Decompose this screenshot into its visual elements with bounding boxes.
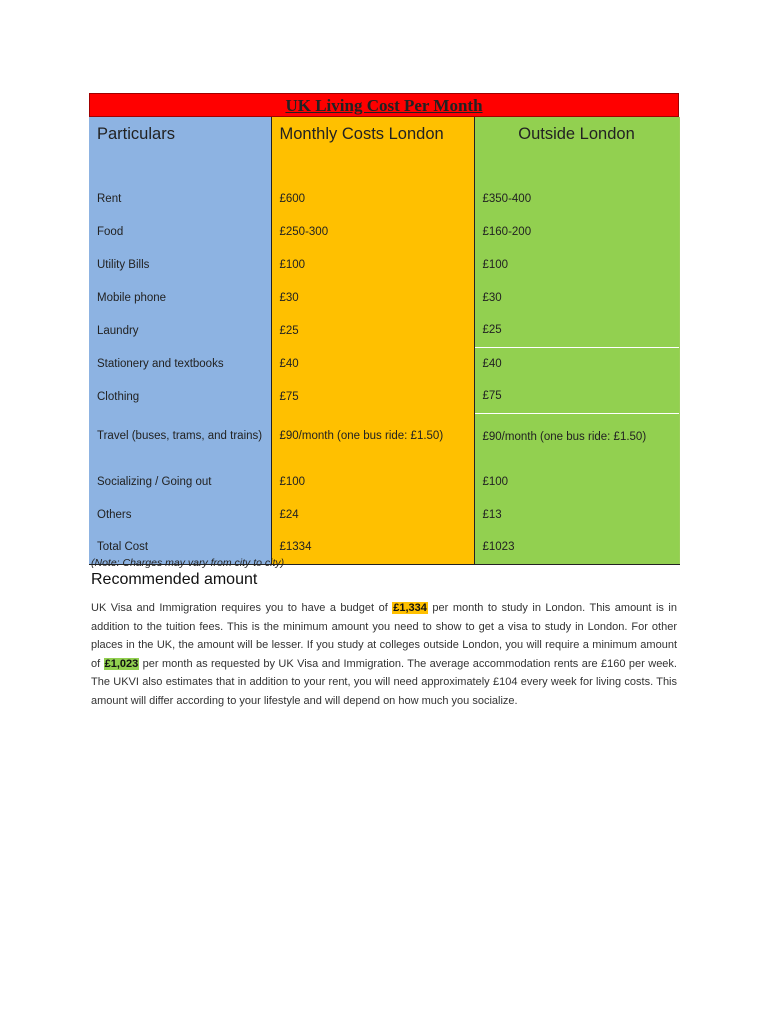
cell-outside-cost: £40 [474,347,679,380]
table-row [89,380,679,413]
cell-particular: Stationery and textbooks [89,347,271,380]
cell-london-cost: £75 [271,380,474,413]
cell-particular: Others [89,498,271,531]
highlight-london-amount: £1,334 [393,602,427,614]
living-cost-table [89,117,680,565]
living-cost-table-wrapper [89,93,679,565]
cell-outside-cost: £350-400 [474,177,679,215]
recommended-amount-paragraph [91,599,677,711]
paragraph-text: per month as requested by UK Visa and Immigration. The average accommodation rents are £160 per week. The UKVI also estimates that in addition to your rent, you will need approximately £104 every week for living costs. This amount will differ according to your lifestyle and will depend on how much you socialize. [91,657,677,707]
cell-outside-cost: £160-200 [474,215,679,248]
cell-outside-cost: £30 [474,281,679,314]
cell-london-cost: £25 [271,314,474,347]
cell-particular: Total Cost [89,531,271,564]
table-header-row [89,117,679,177]
cell-london-cost: £40 [271,347,474,380]
paragraph-text: UK Visa and Immigration requires you to have a budget of [91,602,393,614]
highlight-outside-amount: £1,023 [104,657,139,670]
cell-particular: Laundry [89,314,271,347]
cell-particular: Food [89,215,271,248]
cell-particular: Travel (buses, trams, and trains) [89,413,271,465]
cell-particular: Utility Bills [89,248,271,281]
cell-outside-cost: £90/month (one bus ride: £1.50) [474,413,679,465]
cell-outside-cost: £13 [474,498,679,531]
cell-outside-cost: £1023 [474,531,679,564]
table-row [89,314,679,347]
cell-london-cost: £90/month (one bus ride: £1.50) [271,413,474,465]
cost-note: (Note: Charges may vary from city to city) [91,557,285,569]
paragraph-text: per month to study in London. This amount is in addition to the tuition fees. This is the minimum amount you need to show to get a visa to study in London. For other places in the UK, the amount will be lesser. If you study at colleges outside London, you will require a minimum amount of [91,602,677,670]
cell-london-cost: £30 [271,281,474,314]
table-row [89,465,679,498]
table-row [89,498,679,531]
cell-outside-cost: £100 [474,248,679,281]
cell-london-cost: £250-300 [271,215,474,248]
cell-london-cost: £100 [271,465,474,498]
cell-outside-cost: £100 [474,465,679,498]
cell-particular: Mobile phone [89,281,271,314]
cell-london-cost: £600 [271,177,474,215]
table-row [89,215,679,248]
recommended-amount-heading: Recommended amount [91,571,258,588]
table-row [89,347,679,380]
header-outside-london: Outside London [474,117,679,177]
cell-london-cost: £100 [271,248,474,281]
table-row [89,413,679,465]
cell-particular: Rent [89,177,271,215]
table-row [89,281,679,314]
cell-particular: Socializing / Going out [89,465,271,498]
cell-london-cost: £1334 [271,531,474,564]
cell-particular: Clothing [89,380,271,413]
cell-outside-cost: £25 [474,314,679,347]
table-row [89,177,679,215]
table-title: UK Living Cost Per Month [89,93,679,117]
header-particulars: Particulars [89,117,271,177]
cell-outside-cost: £75 [474,380,679,413]
cell-london-cost: £24 [271,498,474,531]
cost-table-body [89,117,679,564]
table-row [89,248,679,281]
header-monthly-costs-london: Monthly Costs London [271,117,474,177]
